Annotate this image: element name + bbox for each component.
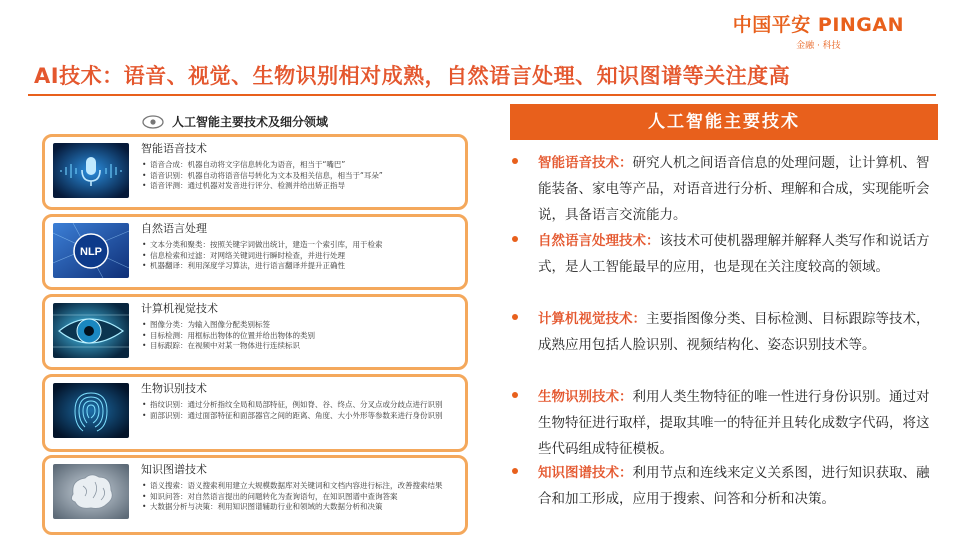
logo-sub-text: 金融 · 科技 <box>796 41 841 51</box>
logo-main-text: 中国平安 PINGAN <box>732 14 904 36</box>
eye-icon <box>142 115 164 129</box>
tech-label: 智能语音技术： <box>538 155 633 171</box>
fingerprint-icon <box>53 383 129 438</box>
card-nlp-item: • 信息检索和过滤：对网络关键词进行瞬时检查，并进行处理 <box>141 251 459 262</box>
card-knowledge-graph-item: • 大数据分析与决策：利用知识图谱辅助行业和领域的大数据分析和决策 <box>141 502 459 513</box>
card-vision-title: 计算机视觉技术 <box>141 302 218 315</box>
card-speech <box>42 134 468 210</box>
tech-list-item <box>512 384 932 462</box>
brain-image <box>53 464 129 519</box>
tech-label: 计算机视觉技术： <box>538 311 646 327</box>
card-vision-item: • 目标跟踪：在视频中对某一物体进行连续标识 <box>141 341 459 352</box>
tech-desc: 该技术可使机器理解并解释人类写作和说话方式，是人工智能最早的应用，也是现在关注度较高的领域。 <box>538 233 930 275</box>
card-speech-title: 智能语音技术 <box>141 142 207 155</box>
bullet-icon <box>512 314 518 320</box>
bullet-icon <box>512 236 518 242</box>
left-heading-text: 人工智能主要技术及细分领域 <box>172 115 329 129</box>
left-heading <box>142 113 328 130</box>
card-knowledge-graph <box>42 455 468 535</box>
card-vision-item: • 目标检测：用框标出物体的位置并给出物体的类别 <box>141 331 459 342</box>
card-speech-item: • 语音合成：机器自动将文字信息转化为语音，相当于“嘴巴” <box>141 160 459 171</box>
page-title: AI技术：语音、视觉、生物识别相对成熟，自然语言处理、知识图谱等关注度高 <box>34 64 791 88</box>
card-vision <box>42 294 468 370</box>
card-speech-item: • 语音评测：通过机器对发音进行评分、检测并给出矫正指导 <box>141 181 459 192</box>
nlp-image <box>53 223 129 278</box>
card-knowledge-graph-title: 知识图谱技术 <box>141 463 207 476</box>
vision-image <box>53 303 129 358</box>
tech-label: 生物识别技术： <box>538 389 633 405</box>
card-vision-item: • 图像分类：为输入图像分配类别标签 <box>141 320 459 331</box>
bullet-icon <box>512 158 518 164</box>
voice-image <box>53 143 129 198</box>
tech-desc: 利用人类生物特征的唯一性进行身份识别。通过对生物特征进行取样，提取其唯一的特征并且转化成数字代码，将这些代码组成特征模板。 <box>538 389 930 457</box>
right-banner: 人工智能主要技术 <box>510 104 938 140</box>
tech-desc: 主要指图像分类、目标检测、目标跟踪等技术，成熟应用包括人脸识别、视频结构化、姿态识别技术等。 <box>538 311 930 353</box>
card-biometric-title: 生物识别技术 <box>141 382 207 395</box>
bullet-icon <box>512 392 518 398</box>
fingerprint-image <box>53 383 129 438</box>
card-biometric <box>42 374 468 452</box>
tech-list-item <box>512 228 932 280</box>
card-knowledge-graph-item: • 语义搜索：语义搜索利用建立大规模数据库对关键词和文档内容进行标注，改善搜索结果 <box>141 481 459 492</box>
card-nlp <box>42 214 468 290</box>
brain-icon <box>53 464 129 519</box>
bullet-icon <box>512 468 518 474</box>
tech-list-item <box>512 306 932 358</box>
tech-label: 知识图谱技术： <box>538 465 633 481</box>
tech-list-item <box>512 150 932 228</box>
card-biometric-item: • 指纹识别：通过分析指纹全局和局部特征，例如脊、谷、终点、分叉点或分歧点进行识别 <box>141 400 459 411</box>
nlp-icon <box>53 223 129 278</box>
nlp-label: NLP <box>80 246 102 258</box>
tech-desc: 利用节点和连线来定义关系图，进行知识获取、融合和加工形成，应用于搜索、问答和分析和决策。 <box>538 465 930 507</box>
card-biometric-item: • 面部识别：通过面部特征和面部器官之间的距离、角度、大小外形等参数来进行身份识别 <box>141 411 459 422</box>
title-divider <box>28 94 936 96</box>
tech-desc: 研究人机之间语音信息的处理问题，让计算机、智能装备、家电等产品，对语音进行分析、理解和合成，实现能听会说，具备语言交流能力。 <box>538 155 930 223</box>
card-knowledge-graph-item: • 知识问答：对自然语言提出的问题转化为查询语句，在知识图谱中查询答案 <box>141 492 459 503</box>
pingan-logo <box>733 10 904 51</box>
microphone-icon <box>53 143 129 198</box>
tech-label: 自然语言处理技术： <box>538 233 660 249</box>
card-nlp-item: • 机器翻译：利用深度学习算法，进行语言翻译并提升正确性 <box>141 261 459 272</box>
card-nlp-item: • 文本分类和聚类：按照关键字词做出统计，建造一个索引库，用于检索 <box>141 240 459 251</box>
eye-scan-icon <box>53 303 129 358</box>
card-speech-item: • 语音识别：机器自动将语音信号转化为文本及相关信息，相当于“耳朵” <box>141 171 459 182</box>
tech-list-item <box>512 460 932 512</box>
card-nlp-title: 自然语言处理 <box>141 222 207 235</box>
